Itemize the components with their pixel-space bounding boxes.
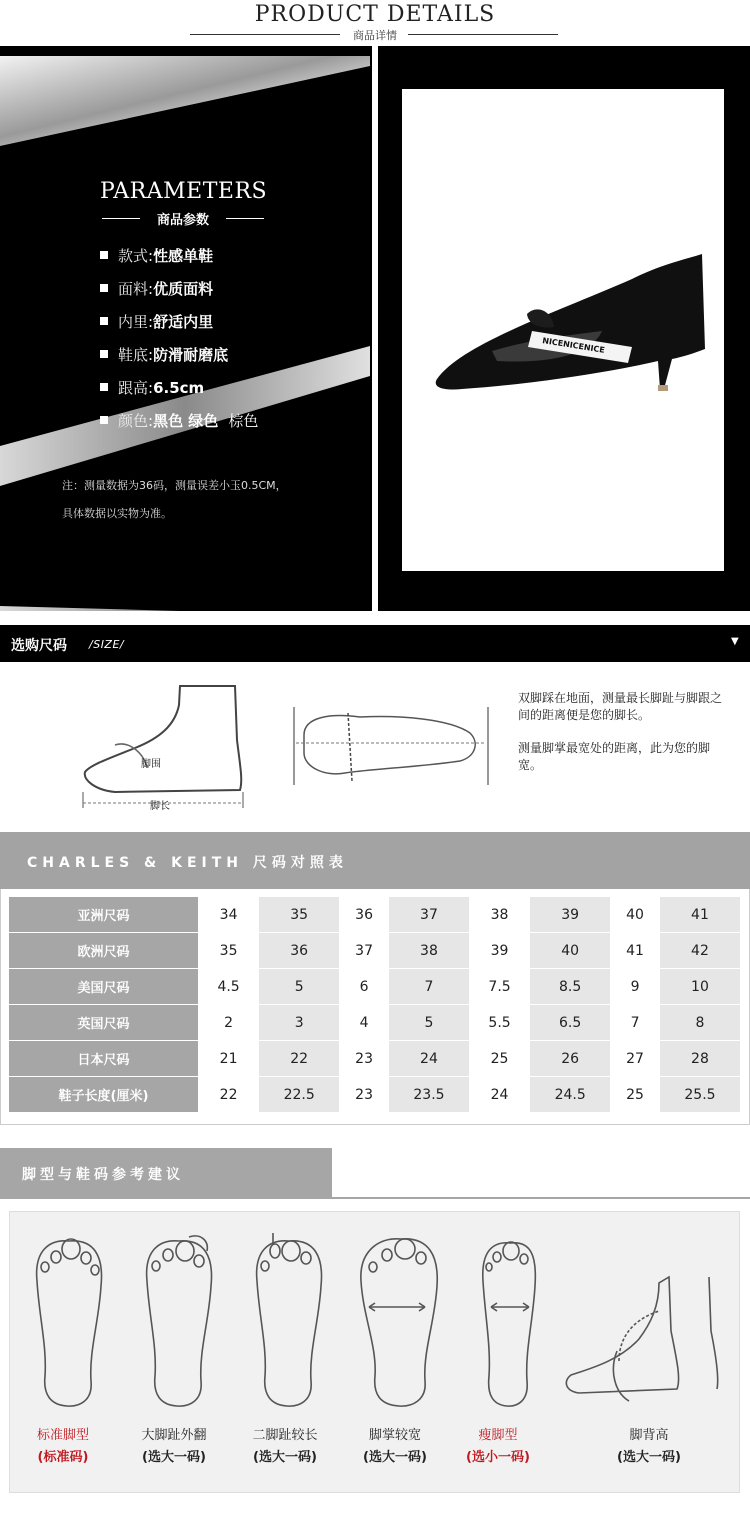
size-cell: 37	[341, 933, 387, 968]
size-cell: 6	[341, 969, 387, 1004]
strap-text: NICENICENICE	[541, 336, 606, 355]
foot-type-advice-3: (选大一码)	[253, 1450, 317, 1465]
foot-type-advice-1: (标准码)	[37, 1450, 89, 1465]
size-cell: 24	[389, 1041, 469, 1076]
size-cell: 36	[341, 897, 387, 932]
size-cell: 41	[660, 897, 740, 932]
param-row-lining: 内里:舒适内里	[100, 311, 213, 335]
chevron-down-icon: ▼	[731, 636, 739, 647]
size-cell: 22.5	[259, 1077, 339, 1112]
bullet-icon	[100, 383, 108, 391]
param-row-heel: 跟高:6.5cm	[100, 377, 204, 401]
size-cell: 37	[389, 897, 469, 932]
size-cell: 25	[471, 1041, 528, 1076]
size-cell: 39	[471, 933, 528, 968]
size-cell: 8.5	[530, 969, 610, 1004]
foot-type-advice-5: (选小一码)	[466, 1450, 530, 1465]
foot-type-illustrations	[9, 1211, 740, 1421]
bullet-icon	[100, 416, 108, 424]
black-heel-shoe	[402, 89, 724, 571]
size-cell: 22	[200, 1077, 257, 1112]
recommend-header	[0, 1148, 332, 1199]
size-row-label: 欧洲尺码	[9, 933, 198, 968]
size-row	[9, 969, 740, 1004]
bullet-icon	[100, 317, 108, 325]
size-row	[9, 1077, 740, 1112]
parameters-title: PARAMETERS	[100, 179, 268, 204]
size-cell: 28	[660, 1041, 740, 1076]
size-cell: 39	[530, 897, 610, 932]
size-chart-header	[0, 832, 750, 889]
param-row-color: 颜色:黑色 绿色 棕色	[100, 410, 258, 434]
size-cell: 24.5	[530, 1077, 610, 1112]
size-cell: 34	[200, 897, 257, 932]
size-cell: 4	[341, 1005, 387, 1040]
size-section-bar	[0, 625, 750, 662]
size-cell: 5	[389, 1005, 469, 1040]
size-row-label: 亚洲尺码	[9, 897, 198, 932]
foot-side-diagram	[75, 680, 255, 812]
size-cell: 7.5	[471, 969, 528, 1004]
size-cell: 35	[259, 897, 339, 932]
bunion-foot-icon	[147, 1236, 212, 1406]
foot-type-label-6: 脚背高	[629, 1428, 669, 1443]
size-cell: 41	[612, 933, 658, 968]
product-banner	[0, 46, 750, 611]
size-cell: 26	[530, 1041, 610, 1076]
size-row-label: 日本尺码	[9, 1041, 198, 1076]
size-cell: 23	[341, 1077, 387, 1112]
recommend-title: 脚型与鞋码参考建议	[22, 1167, 184, 1183]
size-cell: 40	[530, 933, 610, 968]
size-cell: 40	[612, 897, 658, 932]
standard-foot-icon	[37, 1239, 102, 1406]
size-title: 选购尺码	[11, 638, 67, 654]
size-cell: 7	[612, 1005, 658, 1040]
size-cell: 21	[200, 1041, 257, 1076]
size-row	[9, 897, 740, 932]
foot-top-diagram	[290, 705, 492, 790]
high-instep-icon	[566, 1277, 717, 1401]
size-cell: 2	[200, 1005, 257, 1040]
page-title: PRODUCT DETAILS	[254, 2, 496, 27]
long-second-toe-icon	[257, 1233, 322, 1406]
size-title-en: /SIZE/	[89, 638, 125, 651]
size-cell: 8	[660, 1005, 740, 1040]
foot-type-advice-4: (选大一码)	[363, 1450, 427, 1465]
size-row	[9, 1041, 740, 1076]
size-cell: 10	[660, 969, 740, 1004]
foot-type-advice-2: (选大一码)	[142, 1450, 206, 1465]
size-cell: 5	[259, 969, 339, 1004]
foot-type-advice-6: (选大一码)	[617, 1450, 681, 1465]
size-cell: 25	[612, 1077, 658, 1112]
product-photo	[402, 89, 724, 571]
page-subtitle: 商品详情	[0, 27, 750, 43]
slim-foot-icon	[483, 1242, 536, 1406]
foot-type-label-3: 二脚趾较长	[252, 1428, 318, 1443]
length-label: 脚长	[150, 801, 170, 812]
size-cell: 25.5	[660, 1077, 740, 1112]
size-cell: 7	[389, 969, 469, 1004]
wide-foot-icon	[361, 1239, 437, 1406]
width-instruction: 测量脚掌最宽处的距离，此为您的脚宽。	[518, 741, 711, 772]
foot-type-label-5: 瘦脚型	[478, 1428, 518, 1443]
size-row	[9, 933, 740, 968]
measure-note-2: 具体数据以实物为准。	[62, 507, 172, 520]
size-cell: 23.5	[389, 1077, 469, 1112]
foot-type-label-4: 脚掌较宽	[368, 1428, 421, 1443]
measure-note-1: 注：测量数据为36码，测量误差小玉0.5CM，	[62, 479, 287, 492]
size-cell: 24	[471, 1077, 528, 1112]
foot-type-label-2: 大脚趾外翻	[141, 1428, 207, 1443]
size-cell: 36	[259, 933, 339, 968]
size-cell: 4.5	[200, 969, 257, 1004]
size-cell: 27	[612, 1041, 658, 1076]
size-cell: 23	[341, 1041, 387, 1076]
size-cell: 22	[259, 1041, 339, 1076]
recommend-divider	[332, 1197, 750, 1199]
size-row	[9, 1005, 740, 1040]
bullet-icon	[100, 284, 108, 292]
size-cell: 42	[660, 933, 740, 968]
size-cell: 9	[612, 969, 658, 1004]
size-cell: 6.5	[530, 1005, 610, 1040]
param-row-sole: 鞋底:防滑耐磨底	[100, 344, 228, 368]
size-cell: 38	[389, 933, 469, 968]
parameters-subtitle: 商品参数	[102, 209, 264, 228]
param-row-style: 款式:性感单鞋	[100, 245, 213, 269]
girth-label: 脚围	[141, 759, 161, 770]
size-cell: 5.5	[471, 1005, 528, 1040]
size-row-label: 美国尺码	[9, 969, 198, 1004]
length-instruction: 双脚踩在地面，测量最长脚趾与脚跟之间的距离便是您的脚长。	[518, 691, 723, 722]
bullet-icon	[100, 251, 108, 259]
size-chart-title: CHARLES & KEITH 尺码对照表	[27, 855, 348, 871]
size-cell: 3	[259, 1005, 339, 1040]
page-header	[0, 0, 750, 46]
parameters-panel	[0, 46, 375, 611]
bullet-icon	[100, 350, 108, 358]
foot-type-label-1: 标准脚型	[36, 1428, 89, 1443]
size-chart-table	[7, 896, 742, 1113]
size-cell: 35	[200, 933, 257, 968]
param-row-fabric: 面料:优质面料	[100, 278, 213, 302]
size-row-label: 英国尺码	[9, 1005, 198, 1040]
size-row-label: 鞋子长度(厘米)	[9, 1077, 198, 1112]
size-cell: 38	[471, 897, 528, 932]
